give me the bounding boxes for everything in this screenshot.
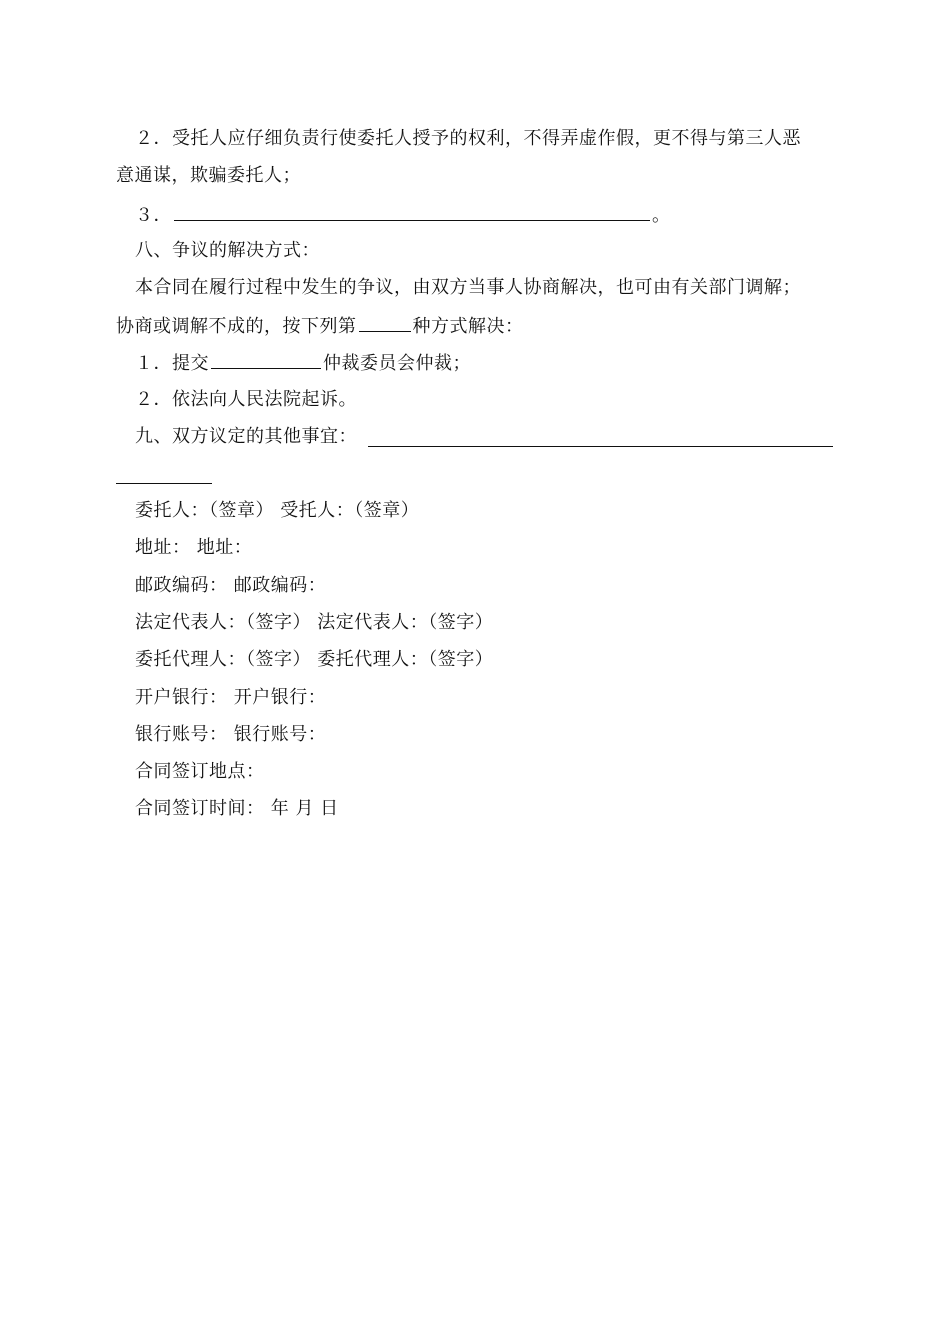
dispute-option-1 [135, 350, 471, 376]
dispute-option-1-suffix: 仲裁委员会仲裁； [323, 353, 471, 374]
other-matters-blank-line-2 [116, 483, 212, 484]
dispute-heading: 八、争议的解决方式： [135, 240, 320, 261]
signature-bank-account: 银行账号： 银行账号： [135, 724, 327, 745]
clause-item-3-blank [174, 202, 650, 221]
clause-item-2-line-2: 意通谋，欺骗委托人； [116, 165, 301, 186]
arbitration-committee-blank [211, 350, 321, 369]
other-matters-heading: 九、双方议定的其他事宜： [135, 426, 357, 447]
dispute-paragraph-line-2-suffix: 种方式解决： [412, 316, 524, 337]
clause-item-2-line-1: ２．受托人应仔细负责行使委托人授予的权利，不得弄虚作假，更不得与第三人恶 [135, 128, 801, 149]
clause-item-3-prefix: ３． [135, 205, 172, 226]
signature-legal-representative: 法定代表人：（签字） 法定代表人：（签字） [135, 612, 494, 633]
signature-place: 合同签订地点： [135, 761, 265, 782]
signature-address: 地址： 地址： [135, 537, 253, 558]
dispute-paragraph-line-2-prefix: 协商或调解不成的，按下列第 [116, 316, 357, 337]
signature-postal-code: 邮政编码： 邮政编码： [135, 575, 327, 596]
signature-authorized-agent: 委托代理人：（签字） 委托代理人：（签字） [135, 649, 494, 670]
dispute-method-blank [359, 313, 411, 332]
other-matters-blank-line-1 [368, 446, 833, 447]
clause-item-3-suffix: 。 [652, 205, 671, 226]
dispute-option-2: ２．依法向人民法院起诉。 [135, 389, 357, 410]
signature-bank: 开户银行： 开户银行： [135, 687, 327, 708]
dispute-paragraph-line-2 [116, 313, 524, 339]
dispute-option-1-prefix: １．提交 [135, 353, 209, 374]
clause-item-3 [135, 202, 671, 228]
signature-parties: 委托人：（签章） 受托人：（签章） [135, 500, 420, 521]
dispute-paragraph-line-1: 本合同在履行过程中发生的争议，由双方当事人协商解决，也可由有关部门调解； [135, 277, 801, 298]
signature-time: 合同签订时间： 年 月 日 [135, 798, 339, 819]
